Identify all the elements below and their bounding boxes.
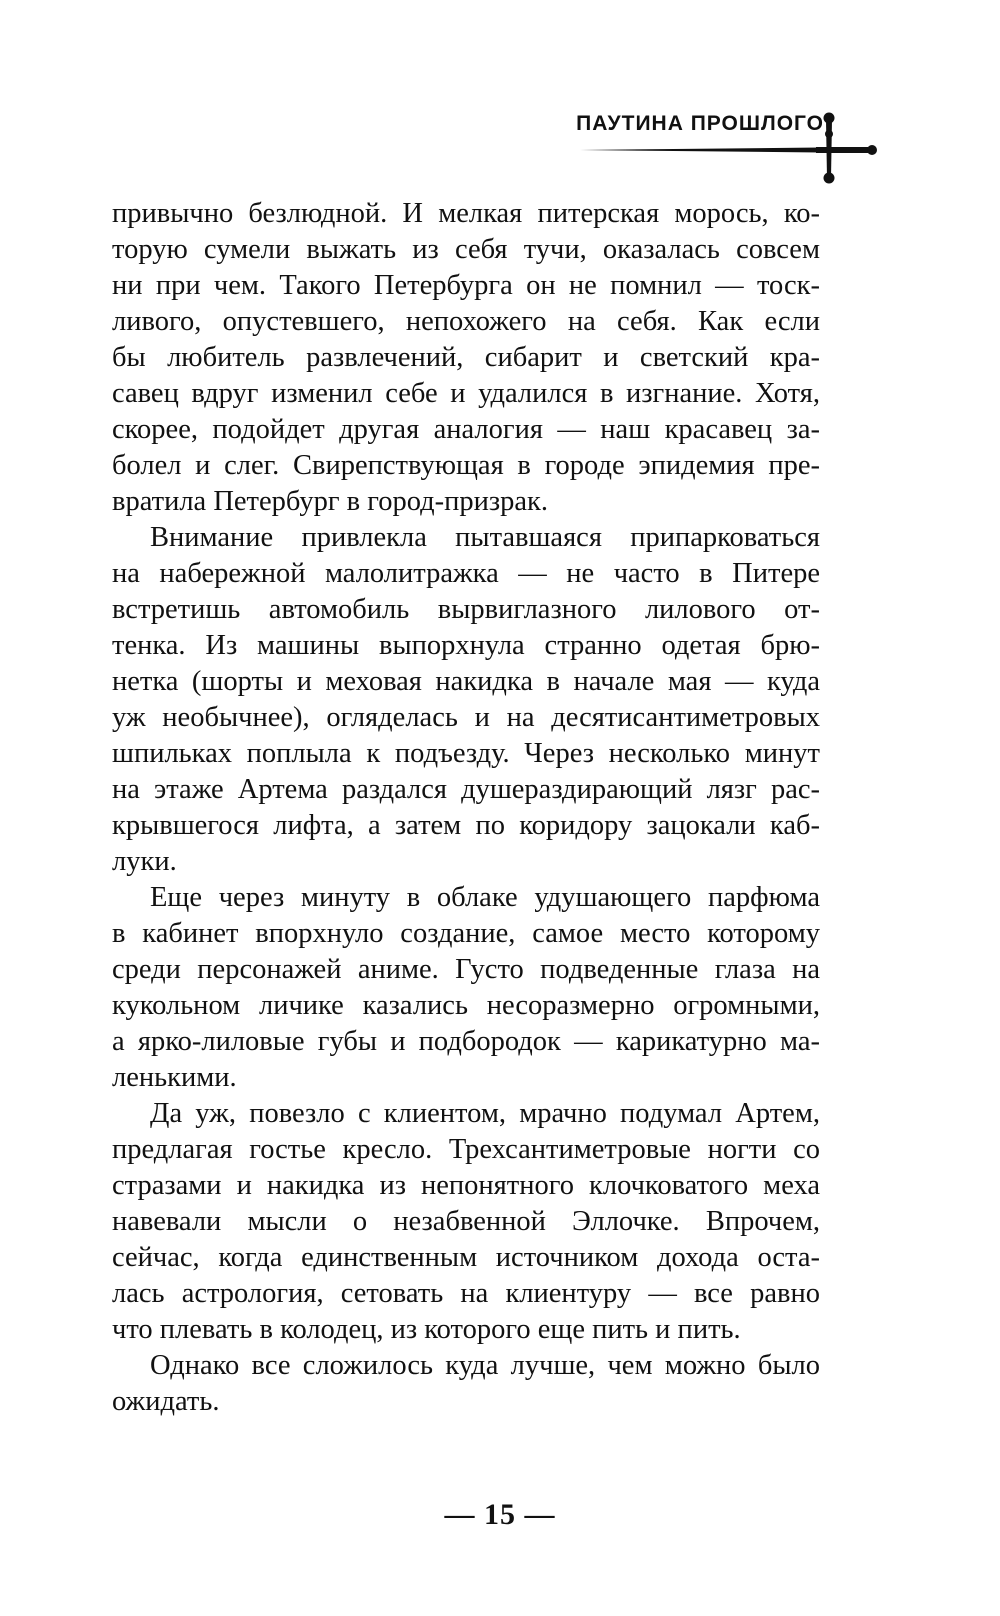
text-line: а ярко-лиловые губы и подбородок — карикатурно ма- (112, 1026, 820, 1057)
text-line: шпильках поплыла к подъезду. Через несколько минут (112, 738, 820, 769)
text-line: скорее, подойдет другая аналогия — наш красавец за- (112, 414, 820, 445)
text-line: стразами и накидка из непонятного клочковатого меха (112, 1170, 820, 1201)
text-line: тенка. Из машины выпорхнула странно одетая брю- (112, 630, 820, 661)
running-header-title: ПАУТИНА ПРОШЛОГО (576, 112, 824, 135)
text-line: бы любитель развлечений, сибарит и светский кра- (112, 342, 820, 373)
text-line: кукольном личике казались несоразмерно огромными, (112, 990, 820, 1021)
text-line: Однако все сложилось куда лучше, чем можно было (150, 1350, 820, 1381)
text-line: нетка (шорты и меховая накидка в начале мая — куда (112, 666, 820, 697)
text-line: что плевать в колодец, из которого еще пить и пить. (112, 1314, 741, 1345)
text-line: ожидать. (112, 1386, 220, 1417)
text-line: вратила Петербург в город-призрак. (112, 486, 549, 517)
text-line: крывшегося лифта, а затем по коридору зацокали каб- (112, 810, 820, 841)
body-text (112, 196, 820, 1420)
text-line: болел и слег. Свирепствующая в городе эпидемия пре- (112, 450, 820, 481)
text-line: Внимание привлекла пытавшаяся припарковаться (150, 522, 820, 553)
text-line: встретишь автомобиль вырвиглазного лилового от- (112, 594, 820, 625)
text-line: на набережной малолитражка — не часто в Питере (112, 558, 820, 589)
text-line: лась астрология, сетовать на клиентуру — все равно (112, 1278, 820, 1309)
text-line: ливого, опустевшего, непохожего на себя. Как если (112, 306, 820, 337)
sword-ornament-icon (580, 108, 920, 188)
text-line: среди персонажей аниме. Густо подведенные глаза на (112, 954, 820, 985)
text-line: сейчас, когда единственным источником дохода оста- (112, 1242, 820, 1273)
text-line: навевали мысли о незабвенной Эллочке. Впрочем, (112, 1206, 820, 1237)
text-line: в кабинет впорхнуло создание, самое место которому (112, 918, 820, 949)
text-line: торую сумели выжать из себя тучи, оказалась совсем (112, 234, 820, 265)
text-line: ленькими. (112, 1062, 237, 1093)
text-line: савец вдруг изменил себе и удалился в изгнание. Хотя, (112, 378, 820, 409)
text-line: привычно безлюдной. И мелкая питерская морось, ко- (112, 198, 820, 229)
text-line: Еще через минуту в облаке удушающего парфюма (150, 882, 820, 913)
text-line: на этаже Артема раздался душераздирающий лязг рас- (112, 774, 820, 805)
text-line: Да уж, повезло с клиентом, мрачно подумал Артем, (150, 1098, 820, 1129)
text-line: луки. (112, 846, 177, 877)
page-number: — 15 — (444, 1498, 556, 1531)
text-line: предлагая гостье кресло. Трехсантиметровые ногти со (112, 1134, 820, 1165)
text-line: ни при чем. Такого Петербурга он не помнил — тоск- (112, 270, 820, 301)
text-line: уж необычнее), огляделась и на десятисантиметровых (112, 702, 820, 733)
